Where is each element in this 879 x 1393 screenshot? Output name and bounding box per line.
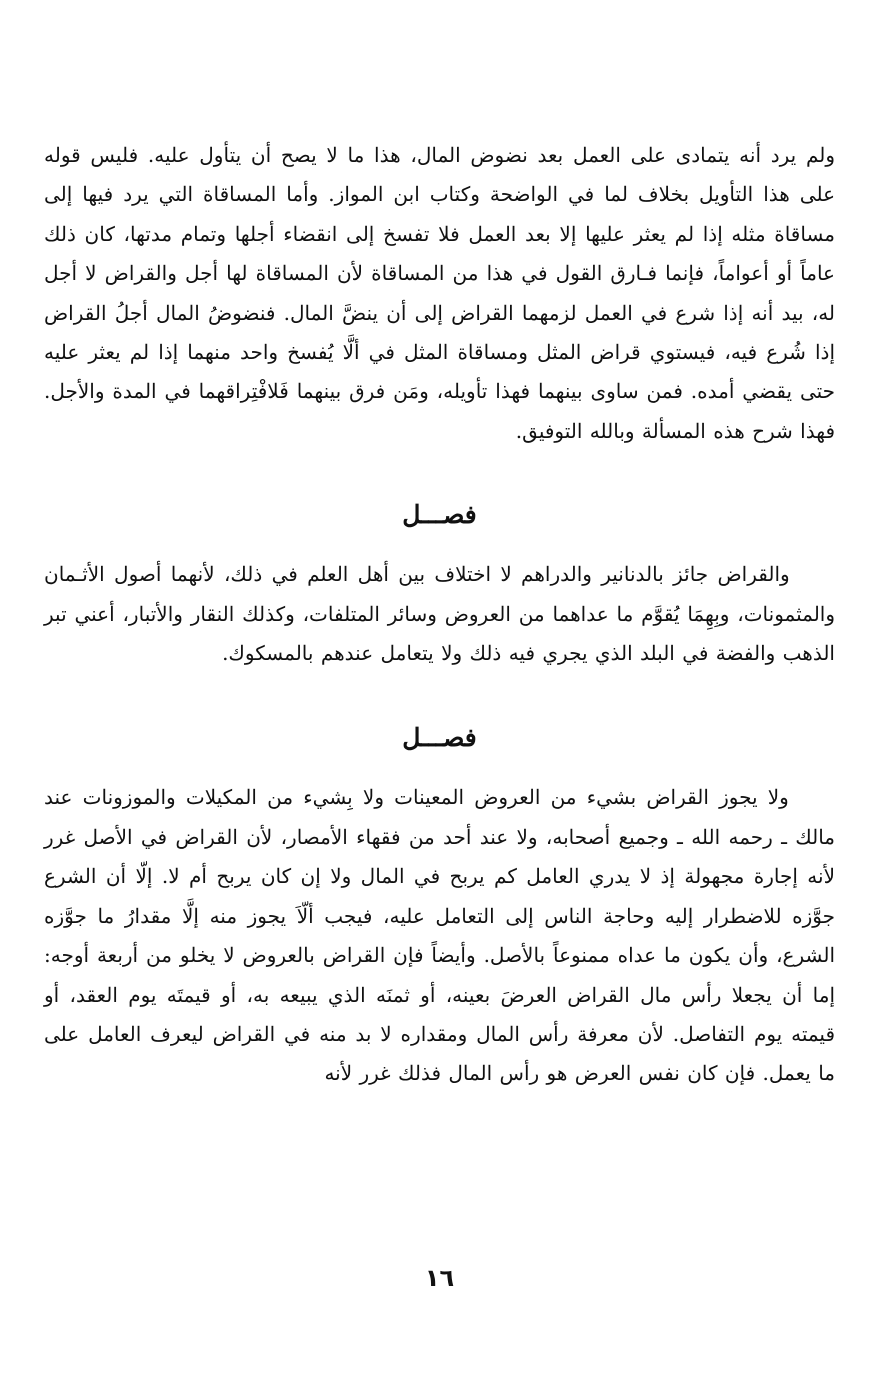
line: والموزونات عند مالك ـ رحمه الله ـ وجميع أصحابه، ولا عند أحد من فقهاء: [44, 785, 835, 849]
page-number: ١٦: [424, 1264, 455, 1292]
line: أصول الأثـمان والمثمونات، وبِهِمَا يُقوَّم ما عداهما من العروض وسائر المتلفات،: [44, 562, 836, 626]
line: ولم يرد أنه يتمادى على العمل بعد نضوض المال، هذا ما لا يصح أن يتأول عليه.: [147, 143, 836, 167]
line: ما عداه ممنوعاً بالأصل. وأيضاً فإن القراض بالعروض لا يخلو من أربعة أوجه: إما: [44, 943, 836, 1007]
line: أن يجعلا رأس مال القراض العرضَ بعينه، أو ثمنَه الذي يبيعه به، أو قيمتَه يوم: [128, 982, 803, 1007]
line: والأجل. فهذا شرح هذه المسألة وبالله التوفيق.: [44, 379, 835, 443]
line: ليعرف العامل على ما يعمل. فإن كان نفس العرض هو رأس المال فذلك غرر لأنه: [44, 1021, 835, 1086]
line: الأمصار، لأن القراض في الأصل غرر لأنه إجارة مجهولة إذ لا يدري العامل كم: [44, 824, 836, 889]
section-heading: فصـــل: [402, 500, 477, 530]
line: العقد، أو قيمته يوم التفاصل. لأن معرفة رأس المال ومقداره لا بد منه في القراض: [44, 982, 836, 1046]
line: المساقاة التي يرد فيها إلى مساقاة مثله إذا لم يعثر عليها إلا بعد العمل فلا تفسخ: [44, 182, 835, 246]
paragraph-2: [44, 555, 835, 673]
section-heading: فصـــل: [402, 723, 477, 753]
page-body: [44, 136, 835, 1094]
line: الناس إلى التعامل عليه، فيجب ألّاَ يجوز منه إلَّا مقدارُ ما جوَّزه الشرع، وأن يكون: [44, 903, 836, 968]
line: يتعامل عندهم بالمسكوك.: [222, 641, 434, 666]
paragraph-3: [44, 778, 835, 1093]
line: فليس قوله على هذا التأويل بخلاف لما في الواضحة وكتاب ابن المواز. وأما: [44, 143, 835, 207]
line: فيستوي قراض المثل ومساقاة المثل في ألَّا يُفسخ واحد منهما إذا لم يعثر عليه حتى: [44, 340, 836, 404]
line: ولا يجوز القراض بشيء من العروض المعينات ولا بِشيء من المكيلات: [185, 785, 789, 810]
line: لزمهما القراض إلى أن ينضَّ المال. فنضوضُ المال أجلُ القراض إذا شُرع فيه،: [44, 300, 836, 365]
line: والقراض جائز بالدنانير والدراهم لا اختلاف بين أهل العلم في ذلك، لأنهما: [170, 562, 790, 587]
paragraph-1: [44, 136, 835, 451]
line: إلى انقضاء أجلها وتمام مدتها، كان ذلك عاماً أو أعواماً، فإنما فـارق القول في هذا: [44, 221, 835, 286]
line: يربح في المال ولا إن كان يربح أم لا. إلّا أن الشرع جوَّزه للاضطرار إليه وحاجة: [44, 864, 835, 928]
line: وكذلك النقار والأتبار، أعني تبر الذهب والفضة في البلد الذي يجري فيه ذلك ولا: [44, 601, 835, 666]
line: من المساقاة لأن المساقاة لها أجل والقراض لا أجل له، بيد أنه إذا شرع في العمل: [44, 261, 836, 325]
line: يقضي أمده. فمن ساوى بينهما فهذا تأويله، ومَن فرق بينهما فَلافْتِراقهما في المدة: [112, 379, 793, 404]
